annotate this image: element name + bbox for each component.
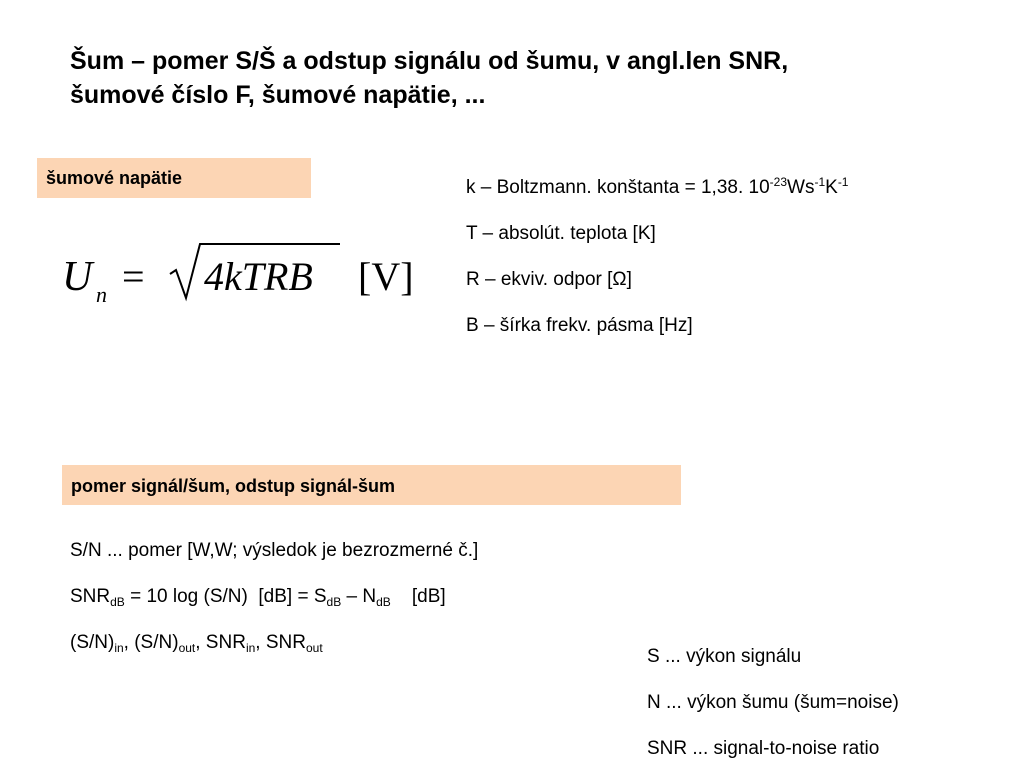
- section-label-noise-voltage: [37, 158, 311, 198]
- definition-k: k – Boltzmann. konštanta = 1,38. $10^{-23}Ws^{-1}K^{-1}$: [466, 175, 849, 198]
- formula-unit: [V]: [358, 254, 414, 299]
- legend-N: N ... výkon šumu (šum=noise): [647, 692, 899, 713]
- snr-line-3: $(S/N)_{in}$, $(S/N)_{out}$, $SNR_{in}$, $SNR_{out}$: [70, 632, 323, 655]
- formula-radicand: 4kTRB: [204, 254, 313, 299]
- legend-SNR: SNR ... signal-to-noise ratio: [647, 738, 880, 759]
- snr-legend: [647, 643, 899, 781]
- title-line-2: šumové číslo F, šumové napätie, ...: [70, 81, 486, 109]
- definition-R: R – ekviv. odpor [Ω]: [466, 269, 632, 290]
- definition-T: T – absolút. teplota [K]: [466, 223, 656, 244]
- formula-equals: =: [122, 254, 145, 299]
- legend-S: S ... výkon signálu: [647, 646, 802, 667]
- title-line-1: Šum – pomer S/Š a odstup signálu od šumu, v angl.len SNR,: [70, 47, 789, 75]
- formula-subscript-n: n: [96, 282, 107, 307]
- snr-line-2: $SNR_{dB} = 10$ log (S/N) $[dB] = S_{dB} - N_{dB}$ [dB]: [70, 586, 446, 609]
- definition-B: B – šírka frekv. pásma [Hz]: [466, 315, 693, 336]
- page-title: [70, 44, 970, 112]
- section-label-text: šumové napätie: [46, 168, 183, 188]
- formula-U: U: [62, 254, 93, 300]
- variable-definitions: [466, 174, 848, 358]
- noise-voltage-formula: [58, 238, 438, 308]
- snr-definitions: [70, 537, 478, 675]
- section-label-snr: [62, 465, 681, 505]
- section-label-text: pomer signál/šum, odstup signál-šum: [71, 476, 396, 496]
- snr-line-1: S/N ... pomer [W,W; výsledok je bezrozmerné č.]: [70, 540, 479, 561]
